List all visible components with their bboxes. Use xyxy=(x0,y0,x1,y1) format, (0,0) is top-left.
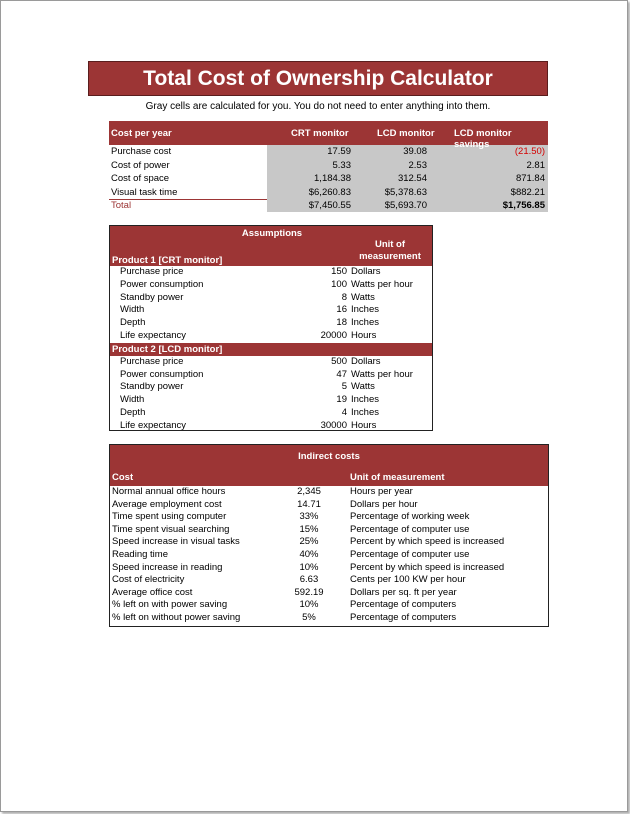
lcd-value: 2.53 xyxy=(408,159,427,171)
row-label: Purchase price xyxy=(120,355,184,367)
table-row xyxy=(110,292,432,305)
row-value: 18 xyxy=(336,317,347,329)
row-label: Width xyxy=(120,394,145,406)
table-row xyxy=(109,159,548,173)
instructions-text: Gray cells are calculated for you. You do not need to enter anything into them. xyxy=(145,101,491,112)
row-label: Visual task time xyxy=(111,186,178,198)
row-value: 8 xyxy=(341,291,347,303)
cost-table-header xyxy=(109,121,548,150)
row-unit: Inches xyxy=(351,304,379,316)
row-unit: Dollars xyxy=(351,266,381,277)
crt-value: 1,184.38 xyxy=(314,173,351,184)
table-row xyxy=(110,407,432,420)
row-label: % left on without power saving xyxy=(112,611,241,623)
lcd-value: $5,378.63 xyxy=(384,186,427,198)
table-row xyxy=(110,381,432,394)
header-cost: Cost xyxy=(112,472,134,483)
table-row xyxy=(110,524,548,537)
row-unit: Percent by which speed is increased xyxy=(350,561,505,573)
row-value: 5% xyxy=(302,611,316,623)
row-label: Speed increase in visual tasks xyxy=(112,536,240,548)
row-unit: Percentage of computers xyxy=(350,611,457,623)
row-value: 15% xyxy=(299,523,319,535)
savings-value: 871.84 xyxy=(515,173,545,184)
table-row xyxy=(110,549,548,562)
row-unit: Dollars xyxy=(351,355,381,367)
table-row xyxy=(110,420,432,433)
row-value: 4 xyxy=(341,406,347,418)
assumptions-header xyxy=(110,226,432,266)
total-underline xyxy=(109,199,267,200)
assumptions-title: Assumptions xyxy=(241,228,303,239)
table-row xyxy=(110,394,432,407)
crt-value: $6,260.83 xyxy=(308,186,351,198)
row-label: Cost of electricity xyxy=(112,574,185,586)
row-label: Average employment cost xyxy=(112,498,222,510)
product1-label: Product 1 [CRT monitor] xyxy=(112,255,223,266)
table-row xyxy=(110,279,432,292)
row-label: Power consumption xyxy=(120,278,204,290)
table-row xyxy=(110,330,432,343)
row-unit: Watts xyxy=(351,381,375,393)
table-row xyxy=(110,486,548,499)
table-row xyxy=(109,145,548,159)
row-label: Average office cost xyxy=(112,586,193,598)
table-row xyxy=(110,304,432,317)
table-row xyxy=(110,612,548,625)
row-label: Width xyxy=(120,304,145,316)
row-unit: Percentage of computer use xyxy=(350,523,470,535)
row-unit: Inches xyxy=(351,406,379,418)
indirect-costs-header xyxy=(110,445,548,486)
header-lcd-savings: LCD monitor savings xyxy=(454,128,512,150)
cost-per-year-table xyxy=(109,121,548,213)
row-unit: Inches xyxy=(351,394,379,406)
row-label: Depth xyxy=(120,317,146,329)
header-unit: Unit of measurement xyxy=(350,472,445,483)
row-unit: Watts per hour xyxy=(351,278,413,290)
row-unit: Percent by which speed is increased xyxy=(350,536,505,548)
row-label: Time spent using computer xyxy=(112,511,227,523)
row-value: 14.71 xyxy=(297,498,321,510)
indirect-costs-table xyxy=(109,444,549,627)
row-unit: Percentage of computer use xyxy=(350,548,470,560)
row-value: 500 xyxy=(331,355,347,367)
crt-total: $7,450.55 xyxy=(308,200,351,211)
table-row xyxy=(109,186,548,200)
row-label: Life expectancy xyxy=(120,419,187,431)
table-row xyxy=(110,317,432,330)
row-unit: Watts xyxy=(351,291,375,303)
row-value: 47 xyxy=(336,368,347,380)
table-row xyxy=(110,511,548,524)
row-value: 5 xyxy=(341,381,347,393)
savings-value: $882.21 xyxy=(510,186,545,198)
row-value: 16 xyxy=(336,304,347,316)
row-value: 40% xyxy=(299,548,319,560)
header-lcd-monitor: LCD monitor xyxy=(377,128,435,139)
total-label: Total xyxy=(111,200,132,211)
row-value: 19 xyxy=(336,394,347,406)
savings-total: $1,756.85 xyxy=(502,200,545,211)
table-row xyxy=(110,599,548,612)
row-label: Time spent visual searching xyxy=(112,523,230,535)
crt-value: 5.33 xyxy=(332,159,351,171)
row-label: Power consumption xyxy=(120,368,204,380)
crt-value: 17.59 xyxy=(327,146,351,157)
row-unit: Percentage of working week xyxy=(350,511,470,523)
table-row xyxy=(110,266,432,279)
row-unit: Dollars per sq. ft per year xyxy=(350,586,457,598)
row-label: Normal annual office hours xyxy=(112,486,226,497)
row-label: Life expectancy xyxy=(120,329,187,341)
table-row xyxy=(110,587,548,600)
row-value: 30000 xyxy=(320,419,347,431)
row-label: Depth xyxy=(120,406,146,418)
row-value: 20000 xyxy=(320,329,347,341)
page-title: Total Cost of Ownership Calculator xyxy=(88,61,548,96)
row-value: 150 xyxy=(331,266,347,277)
product2-label: Product 2 [LCD monitor] xyxy=(110,343,432,356)
savings-value: 2.81 xyxy=(526,159,545,171)
row-unit: Hours per year xyxy=(350,486,413,497)
row-label: % left on with power saving xyxy=(112,599,228,611)
row-unit: Dollars per hour xyxy=(350,498,418,510)
header-cost-per-year: Cost per year xyxy=(111,128,172,139)
table-row xyxy=(110,356,432,369)
row-label: Speed increase in reading xyxy=(112,561,223,573)
row-unit: Percentage of computers xyxy=(350,599,457,611)
assumptions-table xyxy=(109,225,433,431)
row-value: 592.19 xyxy=(294,586,324,598)
row-value: 6.63 xyxy=(299,574,319,586)
row-unit: Watts per hour xyxy=(351,368,413,380)
table-row xyxy=(110,536,548,549)
row-value: 100 xyxy=(331,278,347,290)
table-row xyxy=(110,562,548,575)
row-value: 10% xyxy=(299,599,319,611)
header-crt-monitor: CRT monitor xyxy=(291,128,349,139)
cost-table-body xyxy=(109,145,548,213)
lcd-value: 39.08 xyxy=(403,146,427,157)
lcd-value: 312.54 xyxy=(397,173,427,184)
table-row xyxy=(110,499,548,512)
row-label: Cost of power xyxy=(111,159,170,171)
row-value: 33% xyxy=(299,511,319,523)
row-value: 25% xyxy=(299,536,319,548)
row-unit: Hours xyxy=(351,419,377,431)
lcd-total: $5,693.70 xyxy=(384,200,427,211)
row-label: Reading time xyxy=(112,548,168,560)
savings-value: (21.50) xyxy=(514,146,545,157)
row-label: Standby power xyxy=(120,291,184,303)
row-label: Purchase price xyxy=(120,266,184,277)
unit-header: Unit of measurement xyxy=(359,239,421,262)
table-row xyxy=(110,574,548,587)
row-value: 2,345 xyxy=(297,486,321,497)
table-row xyxy=(109,172,548,186)
row-unit: Inches xyxy=(351,317,379,329)
row-label: Cost of space xyxy=(111,173,170,184)
row-unit: Cents per 100 KW per hour xyxy=(350,574,466,586)
row-label: Purchase cost xyxy=(111,146,172,157)
row-unit: Hours xyxy=(351,329,377,341)
row-label: Standby power xyxy=(120,381,184,393)
table-row xyxy=(110,369,432,382)
total-row xyxy=(109,199,548,213)
indirect-costs-title: Indirect costs xyxy=(298,451,360,462)
row-value: 10% xyxy=(299,561,319,573)
